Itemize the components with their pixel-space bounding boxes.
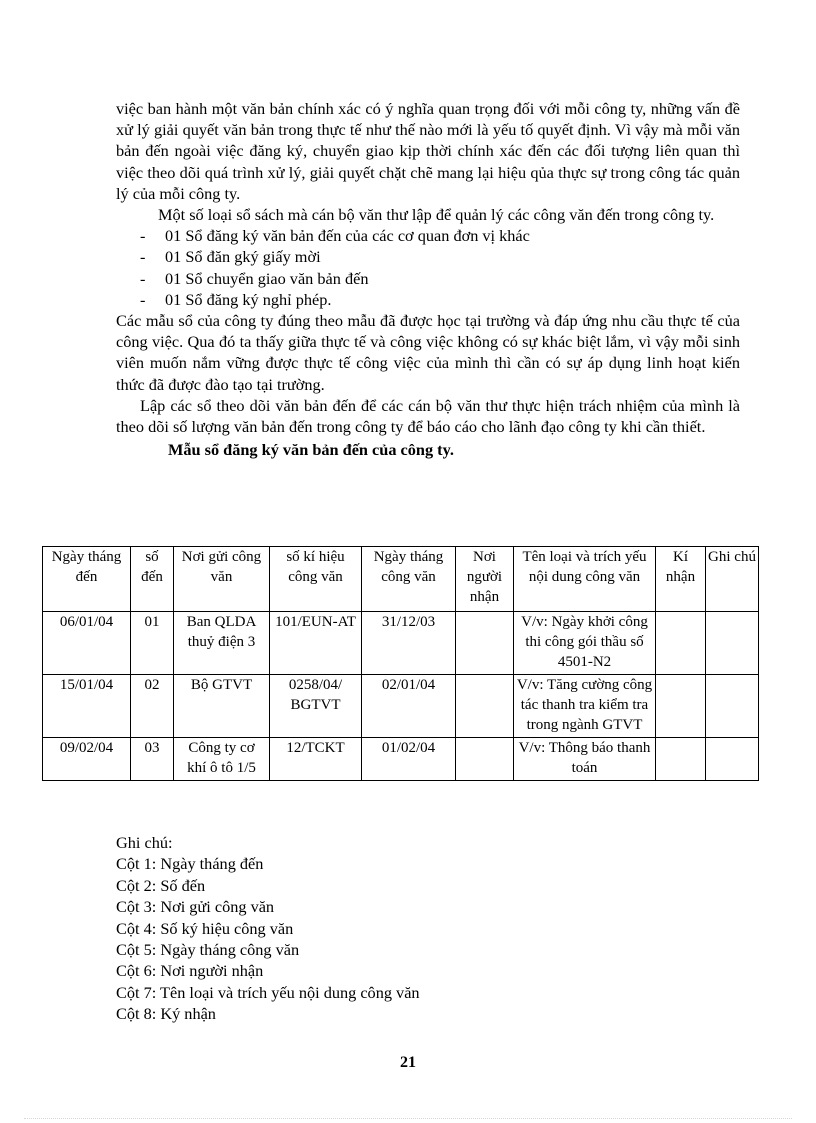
header-number: số đến xyxy=(131,547,174,612)
cell-number: 01 xyxy=(131,612,174,675)
list-item xyxy=(116,246,740,267)
cell-summary: V/v: Thông báo thanh toán xyxy=(514,738,656,781)
cell-sender: Bộ GTVT xyxy=(174,675,270,738)
cell-reference-code: 101/EUN-AT xyxy=(270,612,362,675)
incoming-documents-register-table xyxy=(42,546,759,781)
list-item xyxy=(116,289,740,310)
cell-summary: V/v: Tăng cường công tác thanh tra kiểm tra trong ngành GTVT xyxy=(514,675,656,738)
notes-heading: Ghi chú: xyxy=(116,833,173,852)
cell-recipient xyxy=(456,675,514,738)
cell-recipient xyxy=(456,738,514,781)
list-item-text: 01 Sổ đăng ký nghỉ phép. xyxy=(165,289,332,309)
note-item: Cột 8: Ký nhận xyxy=(116,1004,216,1024)
cell-document-date: 31/12/03 xyxy=(362,612,456,675)
cell-number: 03 xyxy=(131,738,174,781)
list-item xyxy=(116,225,740,246)
list-item-text: 01 Sổ chuyển giao văn bản đến xyxy=(165,268,369,288)
table-row xyxy=(43,612,759,675)
cell-reference-code: 12/TCKT xyxy=(270,738,362,781)
page-bottom-divider xyxy=(24,1118,792,1119)
paragraph-2: Một số loại sổ sách mà cán bộ văn thư lập để quản lý các công văn đến trong công ty. xyxy=(158,205,715,225)
ledger-list xyxy=(116,225,740,310)
cell-notes xyxy=(706,738,759,781)
header-reference-code: số kí hiệu công văn xyxy=(270,547,362,612)
column-notes xyxy=(116,832,420,1025)
list-dash: - xyxy=(140,226,146,246)
header-sender: Nơi gửi công văn xyxy=(174,547,270,612)
paragraph-3: Các mẫu sổ của công ty đúng theo mẫu đã được học tại trường và đáp ứng nhu cầu thực tế của công việc. Qua đó ta thấy giữa thực tế và công việc không có sự khác biệt lắm, vì vậy mỗi sinh viên muốn nắm vững được thực tế công việc của mình thì cần có sự áp dụng linh hoạt kiến thức đã được đào tạo tại trường. xyxy=(116,311,740,394)
body-text xyxy=(116,98,740,460)
table-row xyxy=(43,738,759,781)
cell-sender: Ban QLDA thuỷ điện 3 xyxy=(174,612,270,675)
cell-document-date: 01/02/04 xyxy=(362,738,456,781)
note-item: Cột 2: Số đến xyxy=(116,875,206,895)
list-dash: - xyxy=(140,268,146,288)
list-dash: - xyxy=(140,289,146,309)
list-item-text: 01 Sổ đăng ký văn bản đến của các cơ quan đơn vị khác xyxy=(165,226,530,246)
table-row xyxy=(43,675,759,738)
cell-notes xyxy=(706,612,759,675)
header-recipient: Nơi người nhận xyxy=(456,547,514,612)
table-header-row xyxy=(43,547,759,612)
cell-summary: V/v: Ngày khởi công thi công gói thầu số 4501-N2 xyxy=(514,612,656,675)
cell-sender: Công ty cơ khí ô tô 1/5 xyxy=(174,738,270,781)
list-item-text: 01 Sổ đăn gký giấy mời xyxy=(165,247,321,267)
cell-signature xyxy=(656,738,706,781)
header-date-received: Ngày tháng đến xyxy=(43,547,131,612)
note-item: Cột 6: Nơi người nhận xyxy=(116,961,264,981)
cell-signature xyxy=(656,612,706,675)
cell-date-received: 15/01/04 xyxy=(43,675,131,738)
header-document-date: Ngày tháng công văn xyxy=(362,547,456,612)
note-item: Cột 3: Nơi gửi công văn xyxy=(116,897,275,917)
page-number: 21 xyxy=(400,1054,416,1071)
note-item: Cột 7: Tên loại và trích yếu nội dung công văn xyxy=(116,982,420,1002)
cell-date-received: 09/02/04 xyxy=(43,738,131,781)
cell-signature xyxy=(656,675,706,738)
list-dash: - xyxy=(140,247,146,267)
note-item: Cột 1: Ngày tháng đến xyxy=(116,854,264,874)
cell-recipient xyxy=(456,612,514,675)
paragraph-1: việc ban hành một văn bản chính xác có ý nghĩa quan trọng đối với mỗi công ty, những vấn đề xử lý giải quyết văn bản trong thực tế như thế nào mới là yếu tố quyết định. Vì vậy mà mỗi văn bản đến ngoài việc đăng ký, chuyển giao kịp thời chính xác đến các đối tượng liên quan thì việc theo dõi quá trình xử lý, giải quyết chặt chẽ mang lại hiệu qủa thực sự trong công tác quản lý của mỗi công ty. xyxy=(116,99,740,203)
list-item xyxy=(116,268,740,289)
cell-notes xyxy=(706,675,759,738)
note-item: Cột 4: Số ký hiệu công văn xyxy=(116,918,294,938)
cell-document-date: 02/01/04 xyxy=(362,675,456,738)
note-item: Cột 5: Ngày tháng công văn xyxy=(116,940,300,960)
header-notes: Ghi chú xyxy=(706,547,759,612)
cell-reference-code: 0258/04/ BGTVT xyxy=(270,675,362,738)
paragraph-4: Lập các sổ theo dõi văn bản đến để các cán bộ văn thư thực hiện trách nhiệm của mình là theo dõi số lượng văn bản đến trong công ty để báo cáo cho lãnh đạo công ty khi cần thiết. xyxy=(116,395,740,437)
form-title: Mẫu sổ đăng ký văn bản đến của công ty. xyxy=(168,440,454,460)
cell-number: 02 xyxy=(131,675,174,738)
header-signature: Kí nhận xyxy=(656,547,706,612)
cell-date-received: 06/01/04 xyxy=(43,612,131,675)
header-summary: Tên loại và trích yếu nội dung công văn xyxy=(514,547,656,612)
